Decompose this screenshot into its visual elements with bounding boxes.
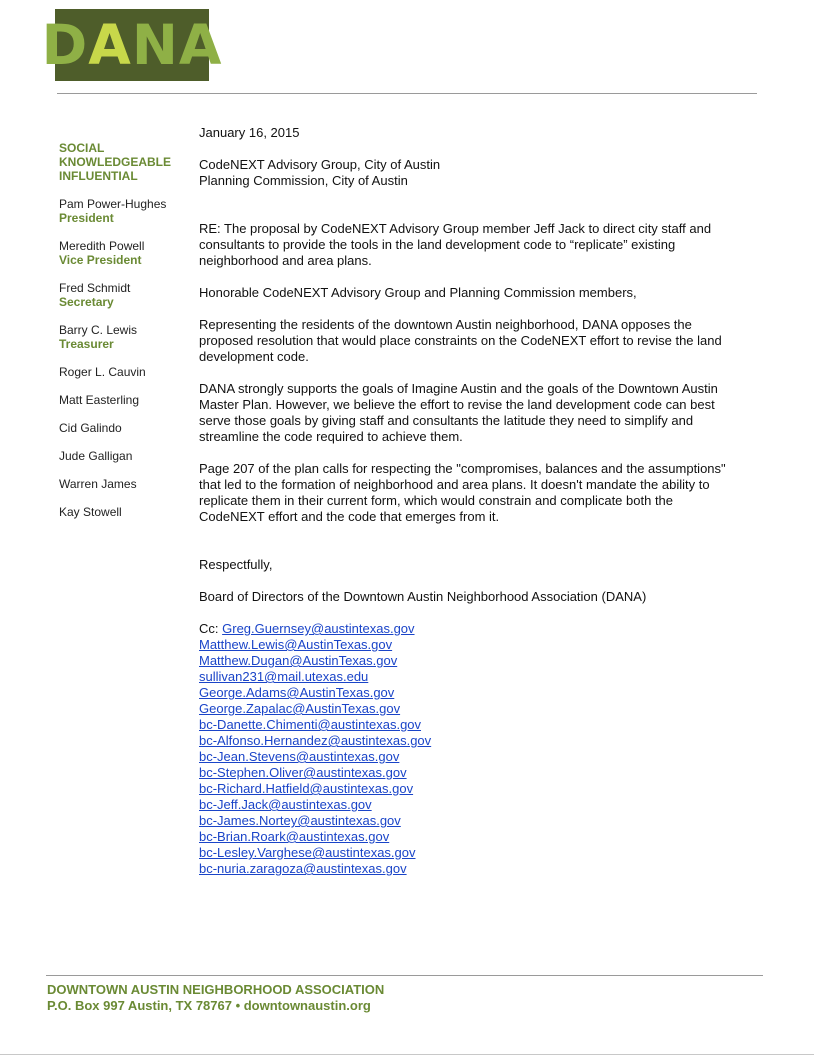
cc-email-link[interactable]: bc-Jean.Stevens@austintexas.gov <box>199 749 400 764</box>
board-member <box>59 505 122 519</box>
member-role: President <box>59 211 114 225</box>
cc-email-link[interactable]: bc-Stephen.Oliver@austintexas.gov <box>199 765 407 780</box>
cc-label: Cc: <box>199 621 219 636</box>
recipient-line: CodeNEXT Advisory Group, City of Austin <box>199 157 441 172</box>
salutation: Honorable CodeNEXT Advisory Group and Planning Commission members, <box>199 285 637 300</box>
footer <box>47 982 384 1014</box>
footer-address: P.O. Box 997 Austin, TX 78767 • downtownaustin.org <box>47 998 371 1013</box>
tagline-line: SOCIAL <box>59 141 105 155</box>
board-member <box>59 239 144 267</box>
board-member <box>59 281 130 309</box>
letter-date: January 16, 2015 <box>199 125 300 140</box>
cc-email-link[interactable]: George.Adams@AustinTexas.gov <box>199 685 395 700</box>
cc-email-link[interactable]: bc-Alfonso.Hernandez@austintexas.gov <box>199 733 432 748</box>
logo-letter-a: A <box>88 12 132 77</box>
board-member <box>59 365 146 379</box>
member-name: Fred Schmidt <box>59 281 131 295</box>
body-paragraph: DANA strongly supports the goals of Imagine Austin and the goals of the Downtown Austin Master Plan. However, we believe the effort to revise the land development code can best serve those goals by giving staff and consultants the latitude they need to simplify and streamline the code required to achieve them. <box>199 381 718 444</box>
re-line: RE: The proposal by CodeNEXT Advisory Group member Jeff Jack to direct city staff and consultants to provide the tools in the land development code to “replicate” existing neighborhood and area plans. <box>199 221 712 268</box>
tagline <box>59 141 199 183</box>
cc-email-link[interactable]: bc-nuria.zaragoza@austintexas.gov <box>199 861 407 876</box>
cc-email-link[interactable]: bc-Richard.Hatfield@austintexas.gov <box>199 781 414 796</box>
footer-org-name: DOWNTOWN AUSTIN NEIGHBORHOOD ASSOCIATION <box>47 982 385 997</box>
member-role: Treasurer <box>59 337 114 351</box>
board-member <box>59 323 137 351</box>
board-member <box>59 393 139 407</box>
closing: Respectfully, <box>199 557 273 572</box>
member-name: Barry C. Lewis <box>59 323 138 337</box>
tagline-line: KNOWLEDGEABLE <box>59 155 171 169</box>
cc-email-link[interactable]: bc-Danette.Chimenti@austintexas.gov <box>199 717 422 732</box>
board-member <box>59 449 132 463</box>
cc-list <box>199 621 759 877</box>
body-paragraph: Page 207 of the plan calls for respecting the "compromises, balances and the assumptions" that led to the formation of neighborhood and area plans. It doesn't mandate the ability to replicate them in their current form, which would constrain and complicate both the CodeNEXT effort and the code that emerges from it. <box>199 461 726 524</box>
board-member <box>59 477 137 491</box>
cc-email-link[interactable]: bc-Jeff.Jack@austintexas.gov <box>199 797 372 812</box>
page-edge-divider <box>0 1054 814 1055</box>
member-name: Roger L. Cauvin <box>59 365 146 379</box>
member-name: Cid Galindo <box>59 421 122 435</box>
recipient-line: Planning Commission, City of Austin <box>199 173 408 188</box>
member-name: Pam Power-Hughes <box>59 197 167 211</box>
logo-letter-d: D <box>41 12 89 77</box>
signature: Board of Directors of the Downtown Austin Neighborhood Association (DANA) <box>199 589 647 604</box>
member-name: Jude Galligan <box>59 449 133 463</box>
member-name: Matt Easterling <box>59 393 140 407</box>
dana-logo <box>41 9 223 81</box>
member-role: Vice President <box>59 253 142 267</box>
letter-body <box>199 125 759 877</box>
board-member <box>59 421 122 435</box>
sidebar <box>59 141 199 519</box>
member-name: Meredith Powell <box>59 239 145 253</box>
cc-email-link[interactable]: George.Zapalac@AustinTexas.gov <box>199 701 401 716</box>
member-name: Warren James <box>59 477 137 491</box>
member-role: Secretary <box>59 295 114 309</box>
footer-divider <box>46 975 763 976</box>
cc-email-link[interactable]: Greg.Guernsey@austintexas.gov <box>222 621 415 636</box>
header-divider <box>57 93 757 94</box>
cc-email-link[interactable]: Matthew.Dugan@AustinTexas.gov <box>199 653 398 668</box>
member-name: Kay Stowell <box>59 505 122 519</box>
cc-email-link[interactable]: bc-Lesley.Varghese@austintexas.gov <box>199 845 416 860</box>
logo-letter-a2: A <box>178 12 223 77</box>
board-member <box>59 197 166 225</box>
logo-letter-n: N <box>131 12 179 77</box>
cc-email-link[interactable]: Matthew.Lewis@AustinTexas.gov <box>199 637 393 652</box>
cc-email-link[interactable]: bc-James.Nortey@austintexas.gov <box>199 813 401 828</box>
tagline-line: INFLUENTIAL <box>59 169 138 183</box>
body-paragraph: Representing the residents of the downtown Austin neighborhood, DANA opposes the proposed resolution that would place constraints on the CodeNEXT effort to revise the land development code. <box>199 317 722 364</box>
cc-email-link[interactable]: bc-Brian.Roark@austintexas.gov <box>199 829 390 844</box>
cc-email-link[interactable]: sullivan231@mail.utexas.edu <box>199 669 369 684</box>
